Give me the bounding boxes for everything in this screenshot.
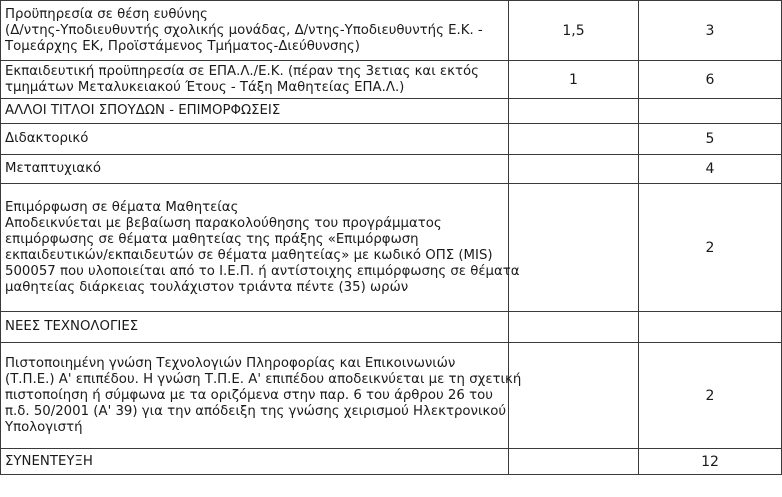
table-row: [1, 155, 782, 184]
criterion-description-line: 500057 που υλοποιείται από το Ι.Ε.Π. ή αντίστοιχης επιμόρφωσης σε θέματα: [5, 263, 520, 279]
criterion-description-cell: [1, 312, 509, 343]
criterion-description-cell: [1, 184, 520, 312]
table-row: [1, 124, 782, 155]
unit-points-cell: 1,5: [509, 1, 639, 61]
criterion-description-cell: [1, 155, 509, 184]
max-points-cell: [639, 312, 782, 343]
criterion-description-cell: [1, 124, 509, 155]
criterion-description-line: τμημάτων Μεταλυκειακού Έτους - Τάξη Μαθητείας ΕΠΑ.Λ.): [5, 79, 405, 95]
criterion-description-line: Προϋπηρεσία σε θέση ευθύνης: [5, 6, 208, 22]
table-row: [1, 449, 782, 475]
max-points-cell: [639, 99, 782, 124]
max-points-cell: 2: [639, 184, 782, 312]
criterion-description-line: π.δ. 50/2001 (Α' 39) για την απόδειξη της γνώσης χειρισμού Ηλεκτρονικού: [5, 403, 507, 419]
unit-points-cell: [509, 449, 639, 475]
criterion-description-line: επιμόρφωσης σε θέματα μαθητείας της πράξης «Επιμόρφωση: [5, 231, 419, 247]
max-points-cell: 3: [639, 1, 782, 61]
unit-points-cell: [509, 343, 639, 449]
criterion-description-cell: [1, 99, 509, 124]
criterion-description-line: Αποδεικνύεται με βεβαίωση παρακολούθησης του προγράμματος: [5, 215, 442, 231]
unit-points-cell: 1: [509, 61, 639, 99]
criterion-description-line: (Δ/ντης-Υποδιευθυντής σχολικής μονάδας, Δ/ντης-Υποδιευθυντής Ε.Κ. -: [5, 22, 483, 38]
criterion-description-line: μαθητείας διάρκειας τουλάχιστον τριάντα πέντε (35) ωρών: [5, 279, 409, 295]
criterion-description-line: ΝΕΕΣ ΤΕΧΝΟΛΟΓΙΕΣ: [5, 319, 139, 334]
max-points-cell: 4: [639, 155, 782, 184]
unit-points-cell: [509, 155, 639, 184]
max-points-cell: 5: [639, 124, 782, 155]
max-points-cell: 6: [639, 61, 782, 99]
criterion-description-cell: [1, 449, 509, 475]
criterion-description-line: Εκπαιδευτική προϋπηρεσία σε ΕΠΑ.Λ./Ε.Κ. (πέραν της 3ετιας και εκτός: [5, 63, 479, 79]
criterion-description-line: Μεταπτυχιακό: [5, 161, 102, 176]
criterion-description-line: πιστοποίηση ή σύμφωνα με τα οριζόμενα στην παρ. 6 του άρθρου 26 του: [5, 387, 493, 403]
table-row: [1, 343, 782, 449]
criterion-description-line: (Τ.Π.Ε.) Α' επιπέδου. Η γνώση Τ.Π.Ε. Α' επιπέδου αποδεικνύεται με τη σχετική: [5, 371, 522, 387]
criterion-description-line: εκπαιδευτικών/εκπαιδευτών σε θέματα μαθητείας» με κωδικό ΟΠΣ (MIS): [5, 247, 493, 263]
unit-points-cell: [509, 312, 639, 343]
unit-points-cell: [509, 99, 639, 124]
criterion-description-cell: [1, 61, 509, 99]
criterion-description-line: Υπολογιστή: [5, 419, 83, 435]
table-row: [1, 184, 782, 312]
criteria-table-body: [1, 1, 782, 475]
criterion-description-line: Επιμόρφωση σε θέματα Μαθητείας: [5, 199, 239, 215]
table-row: [1, 1, 782, 61]
table-row: [1, 312, 782, 343]
criterion-description-cell: [1, 343, 522, 449]
criterion-description-line: Πιστοποιημένη γνώση Τεχνολογιών Πληροφορίας και Επικοινωνιών: [5, 355, 456, 371]
max-points-cell: 2: [639, 343, 782, 449]
criterion-description-line: ΣΥΝΕΝΤΕΥΞΗ: [5, 453, 93, 469]
unit-points-cell: [509, 124, 639, 155]
table-row: [1, 61, 782, 99]
criterion-description-cell: [1, 1, 509, 61]
criterion-description-line: ΑΛΛΟΙ ΤΙΤΛΟΙ ΣΠΟΥΔΩΝ - ΕΠΙΜΟΡΦΩΣΕΙΣ: [5, 103, 281, 118]
table-row: [1, 99, 782, 124]
unit-points-cell: [509, 184, 639, 312]
criterion-description-line: Διδακτορικό: [5, 131, 89, 146]
criterion-description-line: Τομεάρχης ΕΚ, Προϊστάμενος Τμήματος-Διεύθυνσης): [5, 38, 360, 54]
max-points-cell: 12: [639, 449, 782, 475]
